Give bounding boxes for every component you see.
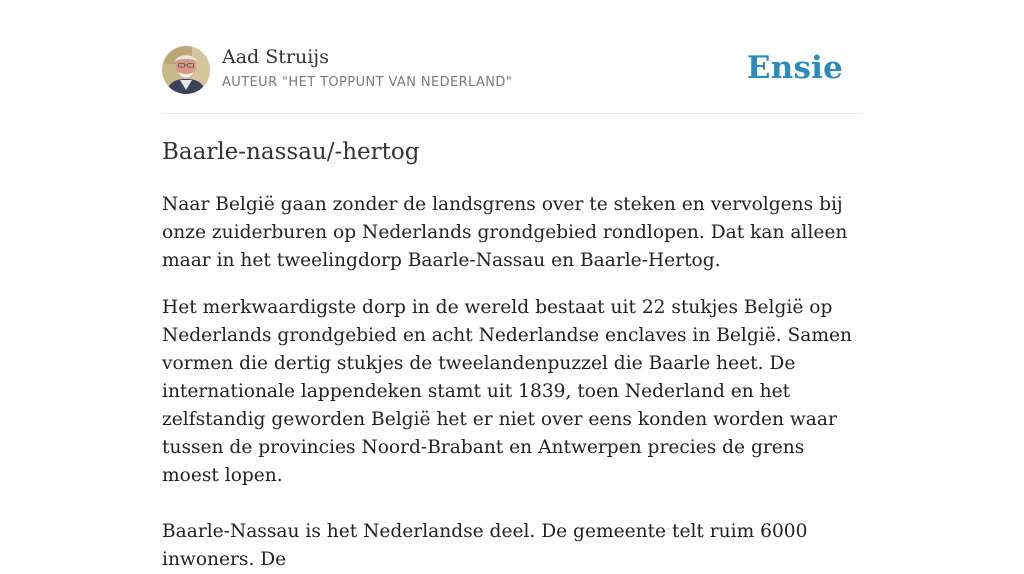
author-subtitle: AUTEUR "HET TOPPUNT VAN NEDERLAND" — [222, 75, 513, 90]
brand-logo[interactable]: Ensie — [746, 50, 843, 86]
article-title: Baarle-nassau/-hertog — [162, 139, 420, 165]
article-paragraph: Baarle-Nassau is het Nederlandse deel. De gemeente telt ruim 6000 inwoners. De — [162, 521, 808, 570]
article-paragraph: Het merkwaardigste dorp in de wereld bestaat uit 22 stukjes België op Nederlands grondgebied en acht Nederlandse enclaves in België. Samen vormen die dertig stukjes de tweelandenpuzzel die Baarle heet. De internationale lappendeken stamt uit 1839, toen Nederland en het zelfstandig geworden België het er niet over eens konden worden waar tussen de provincies Noord-Brabant en Antwerpen precies de grens moest lopen. — [162, 297, 852, 486]
avatar[interactable] — [162, 46, 210, 94]
article-paragraph: Naar België gaan zonder de landsgrens over te steken en vervolgens bij onze zuiderburen op Nederlands grondgebied rondlopen. Dat kan alleen maar in het tweelingdorp Baarle-Nassau en Baarle-Hertog. — [162, 194, 848, 271]
header — [162, 46, 862, 96]
author-name[interactable]: Aad Struijs — [222, 46, 329, 68]
author-photo — [162, 46, 210, 94]
article — [162, 136, 866, 574]
header-divider — [162, 113, 862, 114]
